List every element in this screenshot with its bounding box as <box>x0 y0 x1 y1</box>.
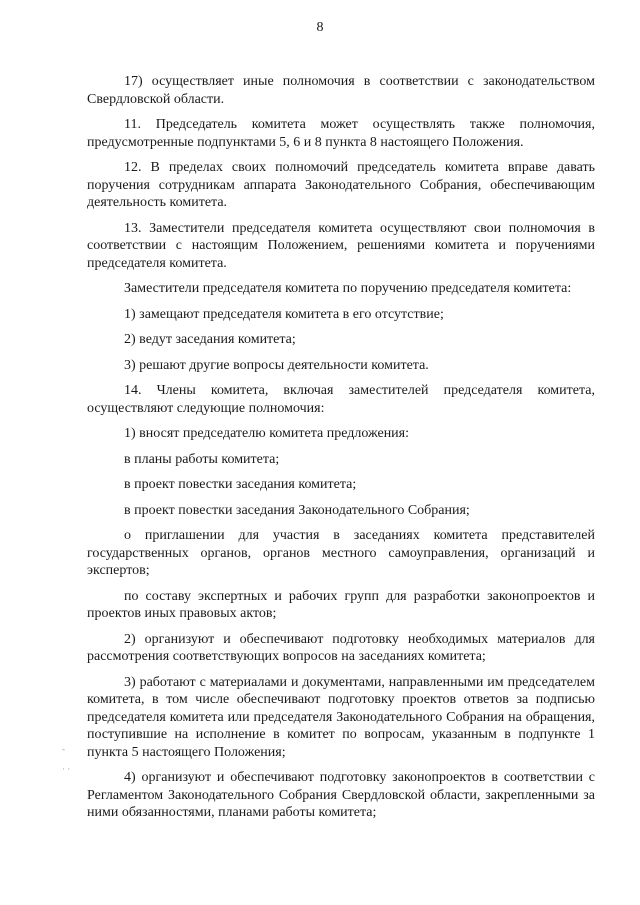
page-number: 8 <box>316 20 324 35</box>
paragraph: 4) организуют и обеспечивают подготовку законопроектов в соответствии с Регламентом Законодательного Собрания Свердловской области, закрепленными за ними обязанностями, планами работы комитета; <box>87 770 595 820</box>
paragraph: в проект повестки заседания Законодательного Собрания; <box>124 502 470 518</box>
paragraph: 2) организуют и обеспечивают подготовку необходимых материалов для рассмотрения соответствующих вопросов на заседаниях комитета; <box>87 631 595 664</box>
margin-mark: · · <box>62 764 71 774</box>
paragraph: в планы работы комитета; <box>124 451 280 467</box>
paragraph: по составу экспертных и рабочих групп для разработки законопроектов и проектов иных правовых актов; <box>87 588 595 621</box>
paragraph: о приглашении для участия в заседаниях комитета представителей государственных органов, органов местного самоуправления, организаций и экспертов; <box>87 528 595 578</box>
paragraph: 1) замещают председателя комитета в его отсутствие; <box>124 306 444 322</box>
document-body <box>87 73 595 830</box>
paragraph: 3) решают другие вопросы деятельности комитета. <box>124 357 429 373</box>
paragraph: 17) осуществляет иные полномочия в соответствии с законодательством Свердловской области. <box>87 74 595 107</box>
paragraph: 2) ведут заседания комитета; <box>124 332 296 347</box>
paragraph: 12. В пределах своих полномочий председатель комитета вправе давать поручения сотрудникам аппарата Законодательного Собрания, обеспечивающим деятельность комитета. <box>87 160 595 210</box>
paragraph: 1) вносят председателю комитета предложения: <box>124 426 410 441</box>
paragraph: 3) работают с материалами и документами, направленными им председателем комитета, в том числе обеспечивают подготовку проектов ответов за подписью председателя комитета или председателя Законодательного Собрания на обращения, поступившие на исполнение в комитет по вопросам, указанным в подпункте 1 пункта 5 настоящего Положения; <box>87 674 595 760</box>
paragraph: 13. Заместители председателя комитета осуществляют свои полномочия в соответствии с настоящим Положением, решениями комитета и поручениями председателя комитета. <box>87 220 595 271</box>
paragraph: в проект повестки заседания комитета; <box>124 477 357 492</box>
margin-mark: ‑ <box>62 744 65 754</box>
paragraph: 11. Председатель комитета может осуществлять также полномочия, предусмотренные подпунктами 5, 6 и 8 пункта 8 настоящего Положения. <box>87 117 595 150</box>
paragraph: Заместители председателя комитета по поручению председателя комитета: <box>124 281 572 296</box>
paragraph: 14. Члены комитета, включая заместителей председателя комитета, осуществляют следующие полномочия: <box>87 383 595 416</box>
